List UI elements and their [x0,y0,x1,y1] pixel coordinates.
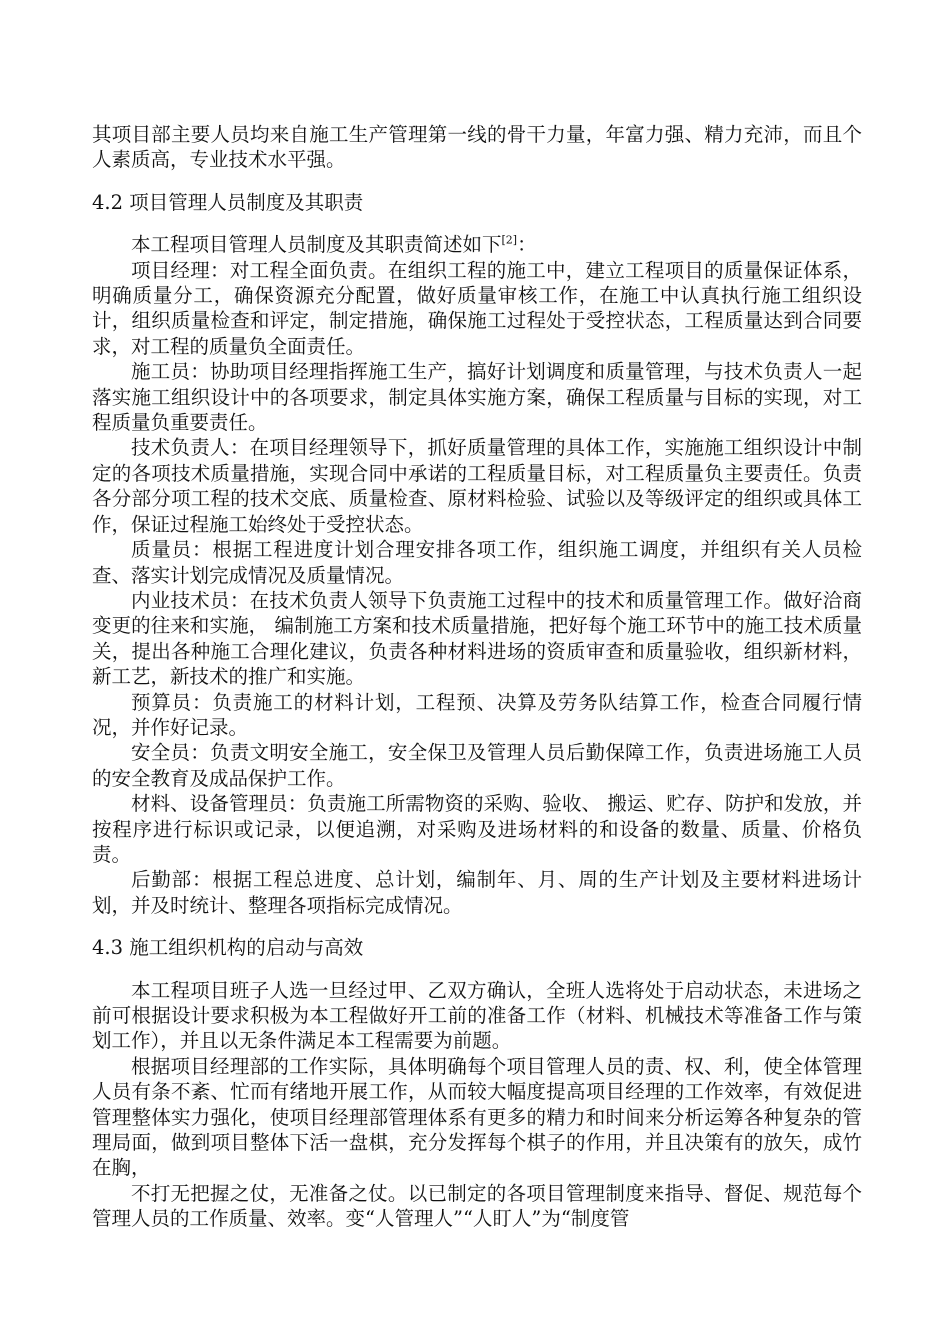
role-construction-worker: 施工员：协助项目经理指挥施工生产，搞好计划调度和质量管理，与技术负责人一起落实施工组织设计中的各项要求，制定具体实施方案，确保工程质量与目标的实现，对工程质量负重要责任。 [92,360,862,435]
section-4-3-paragraph-1: 本工程项目班子人选一旦经过甲、乙双方确认，全班人选将处于启动状态，未进场之前可根据设计要求积极为本工程做好开工前的准备工作（材料、机械技术等准备工作与策划工作），并且以无条件满足本工程需要为前题。 [92,978,862,1053]
lead-text: 本工程项目管理人员制度及其职责简述如下 [131,233,502,257]
lead-end: ： [517,233,537,257]
document-page [92,122,862,1232]
citation-marker: [2] [501,233,518,247]
section-4-3-paragraph-2: 根据项目经理部的工作实际，具体明确每个项目管理人员的责、权、利，使全体管理人员有条不紊、忙而有绪地开展工作，从而较大幅度提高项目经理的工作效率，有效促进管理整体实力强化，使项目经理部管理体系有更多的精力和时间来分析运筹各种复杂的管理局面，做到项目整体下活一盘棋，充分发挥每个棋子的作用，并且决策有的放矢，成竹在胸， [92,1054,862,1180]
section-4-2-lead [92,232,862,257]
section-4-3-paragraph-3: 不打无把握之仗，无准备之仗。以已制定的各项目管理制度来指导、督促、规范每个管理人员的工作质量、效率。变“人管理人”“人盯人”为“制度管 [92,1181,862,1231]
section-heading-4-3: 4.3 施工组织机构的启动与高效 [92,936,364,960]
role-safety-officer: 安全员：负责文明安全施工，安全保卫及管理人员后勤保障工作，负责进场施工人员的安全教育及成品保护工作。 [92,741,862,790]
role-technical-lead: 技术负责人：在项目经理领导下，抓好质量管理的具体工作，实施施工组织设计中制定的各项技术质量措施，实现合同中承诺的工程质量目标，对工程质量负主要责任。负责各分部分项工程的技术交底、质量检查、原材料检验、试验以及等级评定的组织或具体工作，保证过程施工始终处于受控状态。 [92,436,862,536]
section-heading-4-2: 4.2 项目管理人员制度及其职责 [92,190,364,214]
role-logistics: 后勤部：根据工程总进度、总计划，编制年、月、周的生产计划及主要材料进场计划，并及时统计、整理各项指标完成情况。 [92,868,862,917]
role-budget-officer: 预算员：负责施工的材料计划，工程预、决算及劳务队结算工作，检查合同履行情况，并作好记录。 [92,690,862,739]
role-materials-manager: 材料、设备管理员：负责施工所需物资的采购、验收、 搬运、贮存、防护和发放，并按程序进行标识或记录，以便追溯，对采购及进场材料的和设备的数量、质量、价格负责。 [92,792,862,866]
role-office-technician: 内业技术员：在技术负责人领导下负责施工过程中的技术和质量管理工作。做好洽商变更的往来和实施， 编制施工方案和技术质量措施，把好每个施工环节中的施工技术质量关，提出各种施工合理化建议，负责各种材料进场的资质审查和质量验收，组织新材料，新工艺，新技术的推广和实施。 [92,588,862,689]
intro-paragraph-tail: 其项目部主要人员均来自施工生产管理第一线的骨干力量，年富力强、精力充沛，而且个人素质高，专业技术水平强。 [92,123,862,172]
role-project-manager: 项目经理：对工程全面负责。在组织工程的施工中，建立工程项目的质量保证体系，明确质量分工，确保资源充分配置，做好质量审核工作，在施工中认真执行施工组织设计，组织质量检查和评定，制定措施，确保施工过程处于受控状态，工程质量达到合同要求，对工程的质量负全面责任。 [92,258,862,358]
role-quality-officer: 质量员：根据工程进度计划合理安排各项工作，组织施工调度，并组织有关人员检查、落实计划完成情况及质量情况。 [92,538,862,587]
